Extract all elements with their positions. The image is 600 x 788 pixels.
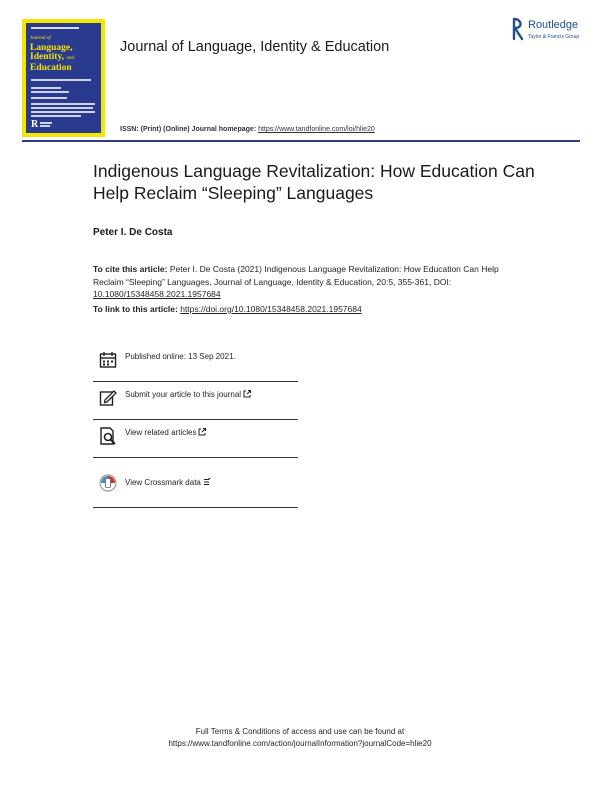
external-link-icon bbox=[198, 428, 206, 436]
issn-line: ISSN: (Print) (Online) Journal homepage: https://www.tandfonline.com/loi/hlie20 bbox=[120, 126, 375, 133]
article-link-line: To link to this article: https://doi.org/10.1080/15348458.2021.1957684 bbox=[93, 304, 362, 314]
footer-journal-info-link[interactable]: https://www.tandfonline.com/action/journalInformation?journalCode=hlie20 bbox=[168, 739, 432, 748]
doi-link[interactable]: 10.1080/15348458.2021.1957684 bbox=[93, 289, 221, 299]
routledge-r-icon bbox=[511, 17, 525, 41]
article-doi-url[interactable]: https://doi.org/10.1080/15348458.2021.1957684 bbox=[180, 304, 362, 314]
cover-panel bbox=[26, 23, 101, 133]
submit-article-row[interactable] bbox=[93, 382, 298, 420]
crossmark-row[interactable] bbox=[93, 458, 298, 508]
footer bbox=[0, 726, 600, 750]
published-online-text: Published online: 13 Sep 2021. bbox=[125, 352, 236, 361]
external-link-icon bbox=[243, 390, 251, 398]
article-title: Indigenous Language Revitalization: How Education Can Help Reclaim “Sleeping” Languages bbox=[93, 161, 535, 203]
journal-cover bbox=[22, 19, 105, 137]
submit-article-link[interactable]: Submit your article to this journal bbox=[125, 390, 251, 399]
cover-publisher-mark: R bbox=[31, 119, 39, 130]
related-articles-link[interactable]: View related articles bbox=[125, 428, 206, 437]
search-document-icon bbox=[99, 427, 117, 445]
journal-homepage-link[interactable]: https://www.tandfonline.com/loi/hlie20 bbox=[258, 126, 375, 133]
footer-terms-text: Full Terms & Conditions of access and use can be found at bbox=[195, 727, 405, 736]
citation-block: To cite this article: Peter I. De Costa (2021) Indigenous Language Revitalization: How Education Can Help Reclaim “Sleeping” Languages, Journal of Language, Identity & Education, 20:5, 355-361, DOI: 10.1080/15348458.2021.1957684 bbox=[93, 264, 499, 299]
journal-title: Journal of Language, Identity & Education bbox=[120, 39, 390, 55]
routledge-logo bbox=[511, 17, 591, 43]
crossmark-link[interactable]: View Crossmark data bbox=[125, 478, 211, 487]
calendar-icon bbox=[99, 351, 117, 369]
related-articles-row[interactable] bbox=[93, 420, 298, 458]
publisher-tagline: Taylor & Francis Group bbox=[528, 34, 580, 40]
cover-title: Journal of Language, Identity, and Education bbox=[30, 36, 74, 73]
edit-icon bbox=[99, 389, 117, 407]
external-link-icon bbox=[203, 478, 211, 486]
header-rule bbox=[22, 140, 580, 142]
article-author: Peter I. De Costa bbox=[93, 227, 173, 238]
crossmark-icon bbox=[99, 474, 117, 492]
published-online-row bbox=[93, 344, 298, 382]
publisher-name: Routledge bbox=[528, 19, 579, 31]
